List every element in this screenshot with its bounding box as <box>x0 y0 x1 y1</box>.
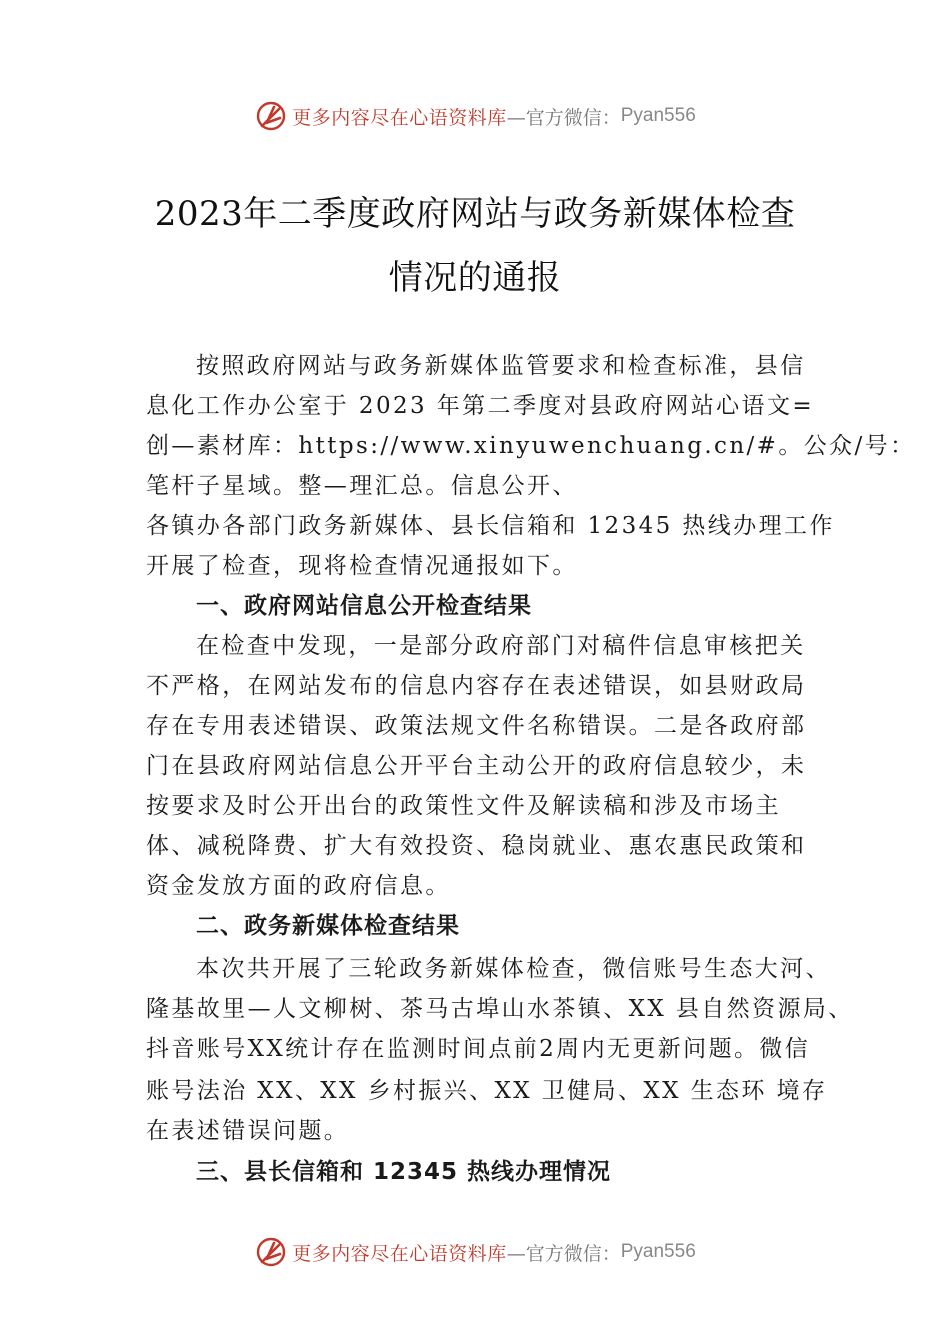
intro-line: 按照政府网站与政务新媒体监管要求和检查标准，县信 <box>196 353 806 379</box>
section2-line: 隆基故里—人文柳树、茶马古埠山水茶镇、XX 县自然资源局、 <box>146 996 854 1022</box>
watermark-grey-text: —官方微信： <box>506 1242 621 1265</box>
watermark-wechat-id: Pyan556 <box>620 105 696 126</box>
section2-line: 在表述错误问题。 <box>146 1118 350 1144</box>
document-title-line-2: 情况的通报 <box>388 258 562 298</box>
section2-line: 账号法治 XX、XX 乡村振兴、XX 卫健局、XX 生态环 境存 <box>146 1078 828 1104</box>
watermark-grey-text: —官方微信： <box>506 106 621 129</box>
quill-circle-icon <box>254 99 288 133</box>
section1-line: 存在专用表述错误、政策法规文件名称错误。二是各政府部 <box>146 713 807 739</box>
section1-line: 资金发放方面的政府信息。 <box>146 873 451 899</box>
header-watermark <box>0 96 950 136</box>
section1-line: 不严格，在网站发布的信息内容存在表述错误，如县财政局 <box>146 673 807 699</box>
quill-circle-icon <box>254 1235 288 1269</box>
section-heading-1: 一、政府网站信息公开检查结果 <box>196 593 532 619</box>
document-title-line-1: 2023年二季度政府网站与政务新媒体检查 <box>154 194 796 234</box>
intro-line: 创—素材库：https://www.xinyuwenchuang.cn/#。公众/号： <box>146 433 916 459</box>
section1-line: 门在县政府网站信息公开平台主动公开的政府信息较少，未 <box>146 753 807 779</box>
section2-line: 本次共开展了三轮政务新媒体检查，微信账号生态大河、 <box>196 956 831 982</box>
section1-line: 按要求及时公开出台的政策性文件及解读稿和涉及市场主 <box>146 793 781 819</box>
watermark-wechat-id: Pyan556 <box>620 1241 696 1262</box>
section-heading-2: 二、政务新媒体检查结果 <box>196 913 460 939</box>
intro-line: 笔杆子星域。整—理汇总。信息公开、 <box>146 473 578 499</box>
section1-line: 体、减税降费、扩大有效投资、稳岗就业、惠农惠民政策和 <box>146 833 807 859</box>
section2-line: 抖音账号XX统计存在监测时间点前2周内无更新问题。微信 <box>146 1036 811 1062</box>
intro-line: 息化工作办公室于 2023 年第二季度对县政府网站心语文= <box>146 393 815 419</box>
watermark-red-text: 更多内容尽在心语资料库 <box>292 1242 507 1265</box>
section-heading-3: 三、县长信箱和 12345 热线办理情况 <box>196 1159 612 1185</box>
watermark-red-text: 更多内容尽在心语资料库 <box>292 106 507 129</box>
intro-line: 各镇办各部门政务新媒体、县长信箱和 12345 热线办理工作 <box>146 513 835 539</box>
intro-line: 开展了检查，现将检查情况通报如下。 <box>146 553 578 579</box>
footer-watermark <box>0 1232 950 1272</box>
section1-line: 在检查中发现，一是部分政府部门对稿件信息审核把关 <box>196 633 806 659</box>
